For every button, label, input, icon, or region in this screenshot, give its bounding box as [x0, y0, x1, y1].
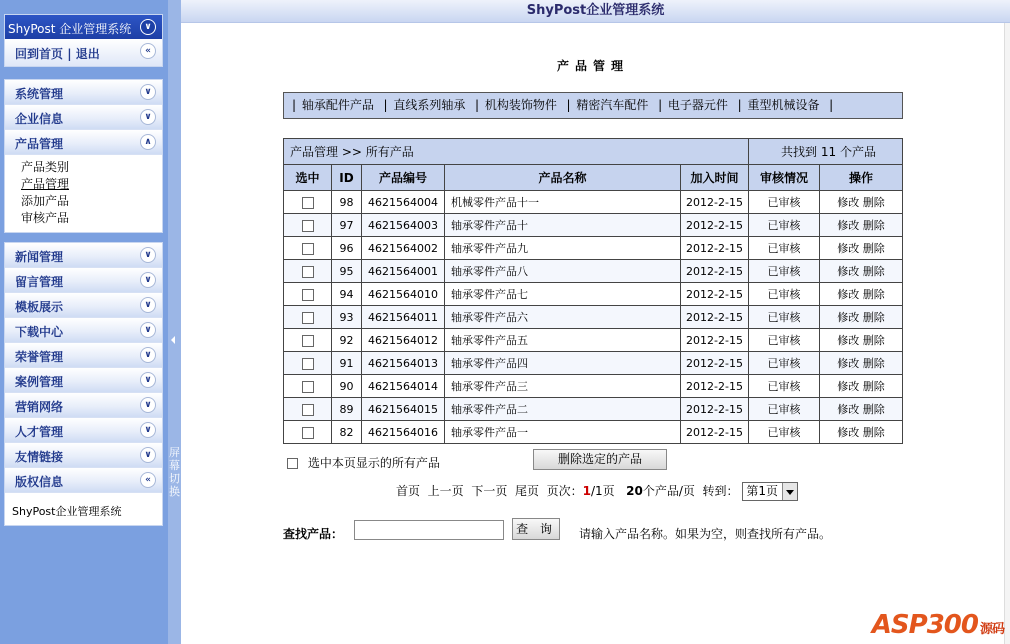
menu-label: 模板展示 [15, 300, 64, 314]
row-checkbox[interactable] [302, 243, 314, 255]
collapse-icon[interactable]: ∨ [140, 19, 156, 35]
table-row [284, 398, 903, 421]
expand-icon[interactable]: ∨ [140, 447, 156, 463]
expand-icon[interactable]: ∨ [140, 422, 156, 438]
table-row [284, 237, 903, 260]
row-name: 轴承零件产品八 [445, 260, 681, 283]
menu-label: 营销网络 [15, 400, 64, 414]
menu-company-info[interactable] [5, 105, 162, 130]
table-header [284, 165, 903, 191]
delete-link[interactable]: 删除 [862, 380, 885, 393]
row-name: 轴承零件产品一 [445, 421, 681, 444]
row-date: 2012-2-15 [681, 283, 749, 306]
row-code: 4621564002 [362, 237, 445, 260]
menu-label: 人才管理 [15, 425, 64, 439]
row-status: 已审核 [749, 260, 820, 283]
table-row [284, 191, 903, 214]
row-status: 已审核 [749, 398, 820, 421]
row-code: 4621564011 [362, 306, 445, 329]
col-status: 审核情况 [749, 165, 820, 191]
category-link[interactable]: 电子器元件 [667, 98, 728, 112]
row-id: 93 [332, 306, 362, 329]
chevron-left-icon[interactable]: « [140, 43, 156, 59]
total-pages: /1页 [591, 484, 615, 498]
menu-label: 产品管理 [15, 137, 64, 151]
row-name: 轴承零件产品六 [445, 306, 681, 329]
watermark-sub: 源码 [979, 622, 1004, 637]
screen-toggle-label[interactable]: 屏幕切换 [169, 446, 180, 498]
delete-link[interactable]: 删除 [862, 288, 885, 301]
row-status: 已审核 [749, 421, 820, 444]
row-id: 98 [332, 191, 362, 214]
row-id: 91 [332, 352, 362, 375]
expand-icon[interactable]: ∨ [140, 322, 156, 338]
row-date: 2012-2-15 [681, 214, 749, 237]
search-button[interactable]: 查 询 [512, 518, 560, 540]
first-page-link[interactable]: 首页 [396, 484, 421, 498]
app-title-bar: ShyPost企业管理系统 [181, 0, 1010, 23]
search-input[interactable] [354, 520, 504, 540]
next-page-link[interactable]: 下一页 [471, 484, 508, 498]
row-select[interactable] [284, 352, 332, 375]
row-actions [820, 306, 903, 329]
menu-products[interactable] [5, 130, 162, 155]
delete-link[interactable]: 删除 [862, 265, 885, 278]
category-link[interactable]: 重型机械设备 [747, 98, 820, 112]
chevron-left-icon[interactable]: « [140, 472, 156, 488]
system-header[interactable] [5, 15, 162, 39]
row-id: 82 [332, 421, 362, 444]
row-code: 4621564013 [362, 352, 445, 375]
watermark-text: ASP300 [871, 610, 978, 640]
edit-link[interactable]: 修改 [837, 242, 860, 255]
menu-label: 新闻管理 [15, 250, 64, 264]
row-checkbox[interactable] [302, 358, 314, 370]
expand-icon[interactable]: ∨ [140, 247, 156, 263]
row-code: 4621564003 [362, 214, 445, 237]
row-name: 轴承零件产品九 [445, 237, 681, 260]
product-submenu [5, 155, 162, 232]
col-code: 产品编号 [362, 165, 445, 191]
menu-group-1 [4, 79, 163, 233]
row-name: 轴承零件产品三 [445, 375, 681, 398]
products-table [283, 138, 903, 444]
row-id: 97 [332, 214, 362, 237]
menu-label: 系统管理 [15, 87, 64, 101]
menu-honors[interactable] [5, 343, 162, 368]
edit-link[interactable]: 修改 [837, 357, 860, 370]
row-date: 2012-2-15 [681, 306, 749, 329]
row-actions [820, 260, 903, 283]
row-code: 4621564014 [362, 375, 445, 398]
pagination [396, 482, 798, 501]
menu-label: 案例管理 [15, 375, 64, 389]
search-label: 查找产品： [283, 527, 344, 541]
copyright-text: ShyPost企业管理系统 [12, 505, 122, 518]
row-code: 4621564004 [362, 191, 445, 214]
quick-links [5, 39, 162, 66]
edit-link[interactable]: 修改 [837, 219, 860, 232]
expand-icon[interactable]: ∨ [140, 272, 156, 288]
row-code: 4621564015 [362, 398, 445, 421]
menu-system[interactable] [5, 80, 162, 105]
row-actions [820, 375, 903, 398]
row-date: 2012-2-15 [681, 237, 749, 260]
screen-toggle[interactable] [168, 0, 181, 644]
col-select: 选中 [284, 165, 332, 191]
expand-icon[interactable]: ∨ [140, 109, 156, 125]
row-name: 轴承零件产品七 [445, 283, 681, 306]
menu-messages[interactable] [5, 268, 162, 293]
per-page-num: 20 [626, 484, 643, 498]
submenu-product-manage[interactable]: 产品管理 [21, 177, 70, 191]
row-select[interactable] [284, 375, 332, 398]
row-code: 4621564016 [362, 421, 445, 444]
delete-link[interactable]: 删除 [862, 311, 885, 324]
row-date: 2012-2-15 [681, 421, 749, 444]
row-select[interactable] [284, 398, 332, 421]
row-name: 轴承零件产品四 [445, 352, 681, 375]
edit-link[interactable]: 修改 [837, 334, 860, 347]
row-date: 2012-2-15 [681, 260, 749, 283]
collapse-icon[interactable]: ∧ [140, 134, 156, 150]
watermark-logo [872, 610, 1004, 640]
row-actions [820, 191, 903, 214]
menu-friend-links[interactable] [5, 443, 162, 468]
row-name: 机械零件产品十一 [445, 191, 681, 214]
menu-label: 荣誉管理 [15, 350, 64, 364]
menu-group-2 [4, 242, 163, 526]
goto-label: 转到： [702, 484, 739, 498]
row-checkbox[interactable] [302, 381, 314, 393]
table-row [284, 352, 903, 375]
category-link[interactable]: 直线系列轴承 [393, 98, 466, 112]
row-code: 4621564001 [362, 260, 445, 283]
row-checkbox[interactable] [302, 220, 314, 232]
per-page-text: 个产品/页 [642, 484, 695, 498]
row-name: 轴承零件产品二 [445, 398, 681, 421]
row-actions [820, 283, 903, 306]
table-row [284, 375, 903, 398]
row-code: 4621564010 [362, 283, 445, 306]
row-checkbox[interactable] [302, 197, 314, 209]
page-title: 产品管理 [557, 59, 630, 73]
page-select-value: 第1页 [746, 484, 779, 498]
row-status: 已审核 [749, 214, 820, 237]
menu-downloads[interactable] [5, 318, 162, 343]
row-checkbox[interactable] [302, 289, 314, 301]
row-date: 2012-2-15 [681, 191, 749, 214]
row-status: 已审核 [749, 191, 820, 214]
col-date: 加入时间 [681, 165, 749, 191]
logout-link[interactable]: 退出 [75, 47, 100, 61]
col-name: 产品名称 [445, 165, 681, 191]
category-link[interactable]: 精密汽车配件 [576, 98, 649, 112]
edit-link[interactable]: 修改 [837, 426, 860, 439]
menu-label: 留言管理 [15, 275, 64, 289]
submenu-add-product[interactable]: 添加产品 [21, 194, 70, 208]
col-actions: 操作 [820, 165, 903, 191]
delete-selected-button[interactable]: 删除选定的产品 [533, 449, 667, 470]
expand-icon[interactable]: ∨ [140, 347, 156, 363]
system-title: ShyPost 企业管理系统 [8, 22, 132, 36]
menu-label: 企业信息 [15, 112, 64, 126]
row-id: 95 [332, 260, 362, 283]
menu-sales-network[interactable] [5, 393, 162, 418]
row-checkbox[interactable] [302, 266, 314, 278]
search-hint: 请输入产品名称。如果为空，则查找所有产品。 [579, 527, 832, 541]
menu-label: 下载中心 [15, 325, 64, 339]
row-status: 已审核 [749, 237, 820, 260]
row-code: 4621564012 [362, 329, 445, 352]
row-id: 92 [332, 329, 362, 352]
row-id: 96 [332, 237, 362, 260]
page-label: 页次： [546, 484, 583, 498]
row-name: 轴承零件产品十 [445, 214, 681, 237]
row-status: 已审核 [749, 329, 820, 352]
row-status: 已审核 [749, 306, 820, 329]
page-select[interactable] [742, 482, 798, 501]
category-link[interactable]: 机构装饰物件 [484, 98, 557, 112]
menu-copyright[interactable] [5, 468, 162, 493]
table-row [284, 306, 903, 329]
table-row [284, 260, 903, 283]
menu-news[interactable] [5, 243, 162, 268]
row-select[interactable] [284, 421, 332, 444]
prev-page-link[interactable]: 上一页 [427, 484, 464, 498]
delete-link[interactable]: 删除 [862, 334, 885, 347]
delete-link[interactable]: 删除 [862, 403, 885, 416]
row-id: 94 [332, 283, 362, 306]
table-row [284, 421, 903, 444]
edit-link[interactable]: 修改 [837, 311, 860, 324]
current-page: 1 [582, 484, 591, 498]
expand-icon[interactable]: ∨ [140, 397, 156, 413]
select-all[interactable] [287, 454, 440, 471]
toggle-arrow-icon[interactable] [171, 336, 175, 344]
row-name: 轴承零件产品五 [445, 329, 681, 352]
menu-templates[interactable] [5, 293, 162, 318]
row-actions [820, 352, 903, 375]
vertical-scrollbar[interactable] [1004, 23, 1010, 644]
row-actions [820, 398, 903, 421]
row-select[interactable] [284, 237, 332, 260]
row-select[interactable] [284, 283, 332, 306]
sidebar [0, 0, 168, 644]
edit-link[interactable]: 修改 [837, 380, 860, 393]
breadcrumb: 产品管理 >> 所有产品 [284, 139, 749, 165]
row-actions [820, 329, 903, 352]
row-id: 90 [332, 375, 362, 398]
row-actions [820, 237, 903, 260]
edit-link[interactable]: 修改 [837, 403, 860, 416]
link-separator: | [67, 47, 72, 61]
edit-link[interactable]: 修改 [837, 196, 860, 209]
menu-cases[interactable] [5, 368, 162, 393]
row-actions [820, 421, 903, 444]
delete-link[interactable]: 删除 [862, 219, 885, 232]
delete-link[interactable]: 删除 [862, 196, 885, 209]
row-select[interactable] [284, 191, 332, 214]
row-select[interactable] [284, 214, 332, 237]
edit-link[interactable]: 修改 [837, 265, 860, 278]
expand-icon[interactable]: ∨ [140, 84, 156, 100]
row-status: 已审核 [749, 375, 820, 398]
table-row [284, 283, 903, 306]
row-checkbox[interactable] [302, 427, 314, 439]
row-status: 已审核 [749, 352, 820, 375]
row-status: 已审核 [749, 283, 820, 306]
row-select[interactable] [284, 260, 332, 283]
row-date: 2012-2-15 [681, 398, 749, 421]
row-date: 2012-2-15 [681, 375, 749, 398]
select-all-checkbox[interactable] [287, 458, 298, 469]
table-row [284, 214, 903, 237]
table-row [284, 329, 903, 352]
category-link[interactable]: 轴承配件产品 [301, 98, 374, 112]
col-id: ID [332, 165, 362, 191]
select-all-label: 选中本页显示的所有产品 [307, 456, 440, 470]
row-date: 2012-2-15 [681, 329, 749, 352]
expand-icon[interactable]: ∨ [140, 297, 156, 313]
main-content [181, 0, 1010, 644]
result-count: 共找到 11 个产品 [749, 139, 903, 165]
category-bar: | 轴承配件产品 | 直线系列轴承 | 机构装饰物件 | 精密汽车配件 | 电子器元件 | 重型机械设备 | [283, 92, 903, 119]
menu-talent[interactable] [5, 418, 162, 443]
last-page-link[interactable]: 尾页 [514, 484, 539, 498]
edit-link[interactable]: 修改 [837, 288, 860, 301]
row-date: 2012-2-15 [681, 352, 749, 375]
delete-link[interactable]: 删除 [862, 426, 885, 439]
row-select[interactable] [284, 306, 332, 329]
row-checkbox[interactable] [302, 404, 314, 416]
home-link[interactable]: 回到首页 [15, 47, 64, 61]
row-select[interactable] [284, 329, 332, 352]
submenu-review-product[interactable]: 审核产品 [21, 211, 70, 225]
submenu-product-category[interactable]: 产品类别 [21, 160, 70, 174]
row-actions [820, 214, 903, 237]
row-checkbox[interactable] [302, 335, 314, 347]
delete-link[interactable]: 删除 [862, 357, 885, 370]
menu-label: 友情链接 [15, 450, 64, 464]
chevron-down-icon[interactable] [782, 483, 797, 500]
row-id: 89 [332, 398, 362, 421]
row-checkbox[interactable] [302, 312, 314, 324]
system-header-panel [4, 14, 163, 67]
expand-icon[interactable]: ∨ [140, 372, 156, 388]
delete-link[interactable]: 删除 [862, 242, 885, 255]
menu-label: 版权信息 [15, 475, 64, 489]
